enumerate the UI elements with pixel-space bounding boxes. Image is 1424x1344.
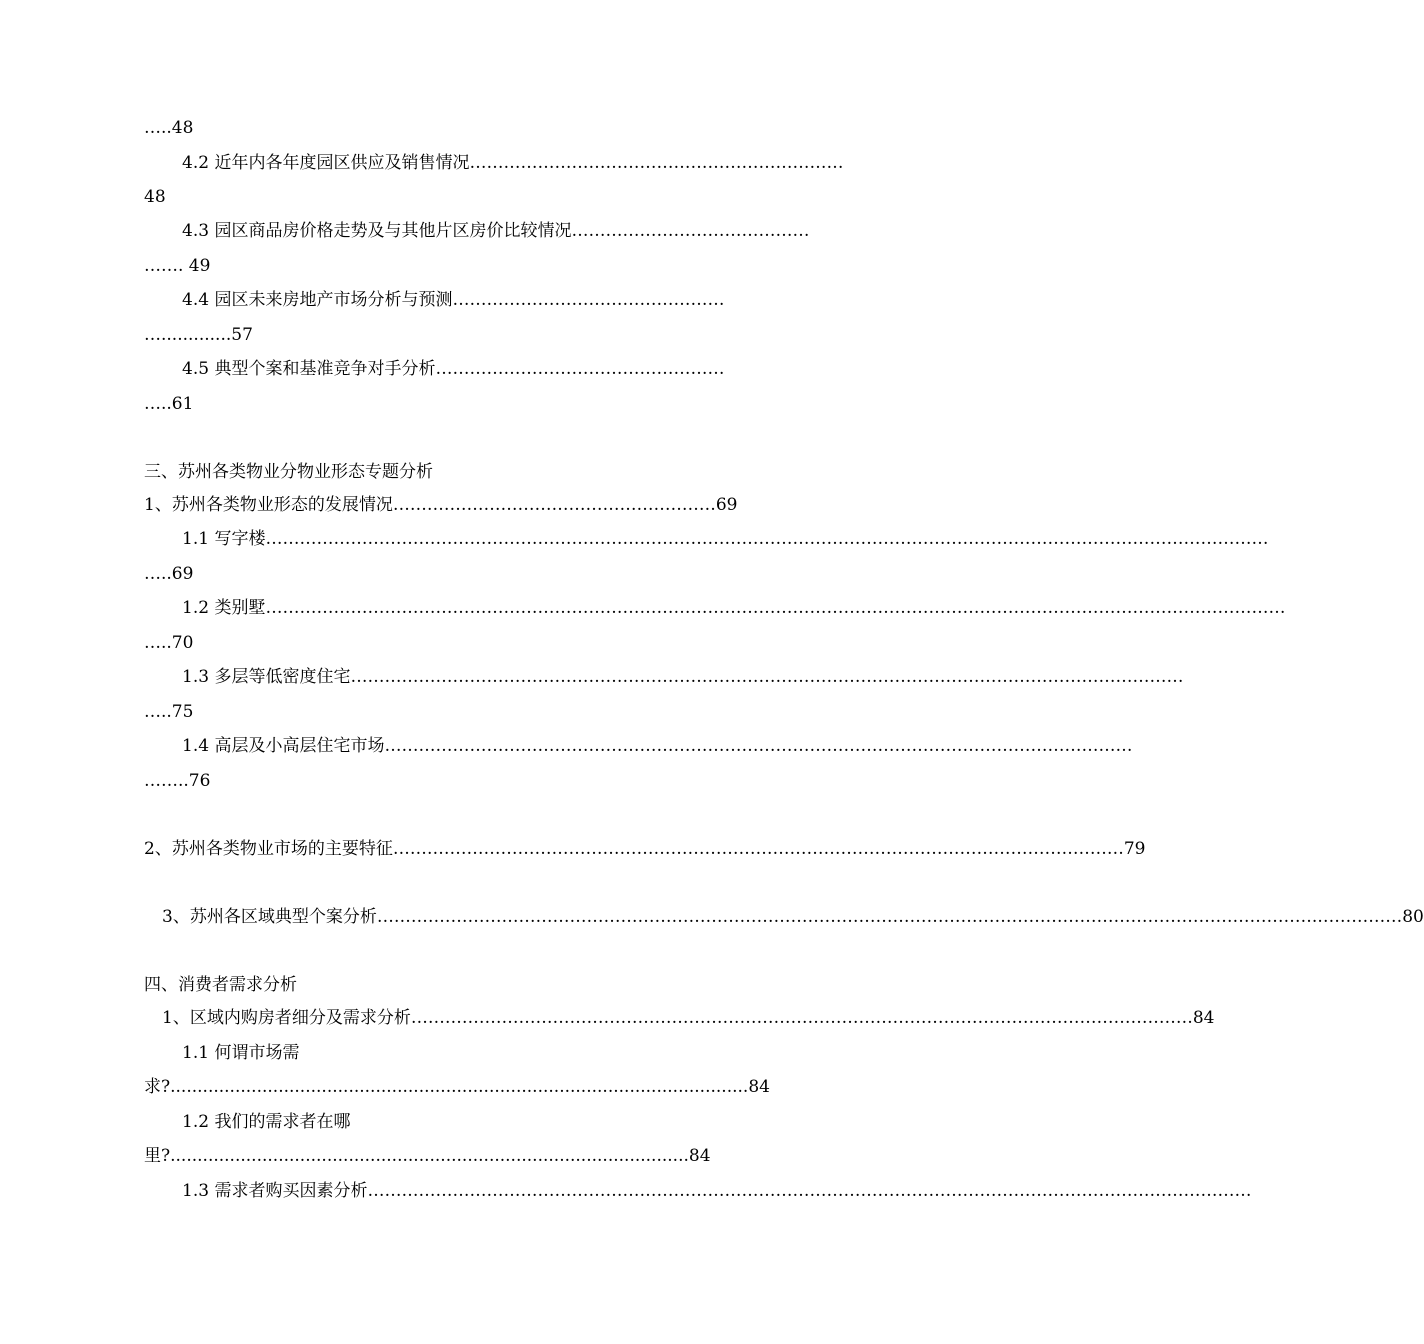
toc-line: …..70 bbox=[144, 633, 194, 653]
toc-line: 4.4 园区未来房地产市场分析与预测………………………………………… bbox=[182, 290, 725, 310]
toc-line: …..48 bbox=[144, 118, 194, 138]
toc-line: 1、区域内购房者细分及需求分析…………………………………………………………………………………………………………………………84 bbox=[162, 1008, 1215, 1028]
toc-line: 1.1 写字楼…………………………………………………………………………………………………………………………………………………………… bbox=[182, 529, 1269, 549]
toc-line: ……..76 bbox=[144, 771, 211, 791]
toc-line: …..75 bbox=[144, 702, 194, 722]
toc-line: …..69 bbox=[144, 564, 194, 584]
toc-line: 4.2 近年内各年度园区供应及销售情况………………………………………………………… bbox=[182, 153, 844, 173]
toc-line: 1.3 多层等低密度住宅………………………………………………………………………………………………………………………………… bbox=[182, 667, 1184, 687]
toc-line: 1、苏州各类物业形态的发展情况…………………………………………………69 bbox=[144, 495, 738, 515]
toc-line: 2、苏州各类物业市场的主要特征…………………………………………………………………………………………………………………79 bbox=[144, 839, 1146, 859]
toc-line: ……. 49 bbox=[144, 256, 211, 276]
toc-line: …..61 bbox=[144, 394, 194, 414]
toc-line: 1.4 高层及小高层住宅市场…………………………………………………………………………………………………………………… bbox=[182, 736, 1133, 756]
toc-line: 4.5 典型个案和基准竞争对手分析…………………………………………… bbox=[182, 359, 725, 379]
toc-line: 1.3 需求者购买因素分析………………………………………………………………………………………………………………………………………… bbox=[182, 1181, 1252, 1201]
toc-line: 里?................................................................................................84 bbox=[144, 1146, 711, 1166]
toc-line: 4.3 园区商品房价格走势及与其他片区房价比较情况…………………………………… bbox=[182, 221, 810, 241]
toc-line: 求?...........................................................................................................84 bbox=[144, 1077, 770, 1097]
toc-line: 3、苏州各区域典型个案分析………………………………………………………………………………………………………………………………………………….……………80 bbox=[162, 907, 1424, 927]
toc-line: 1.2 我们的需求者在哪 bbox=[182, 1112, 351, 1132]
toc-section-heading: 三、苏州各类物业分物业形态专题分析 bbox=[144, 462, 433, 482]
toc-line: ….............57 bbox=[144, 325, 253, 345]
toc-line: 1.1 何谓市场需 bbox=[182, 1043, 300, 1063]
toc-line: 48 bbox=[144, 187, 166, 207]
toc-section-heading: 四、消费者需求分析 bbox=[144, 975, 297, 995]
toc-line: 1.2 类别墅……………………………………………………………………………………………………………………………………………………………… bbox=[182, 598, 1286, 618]
